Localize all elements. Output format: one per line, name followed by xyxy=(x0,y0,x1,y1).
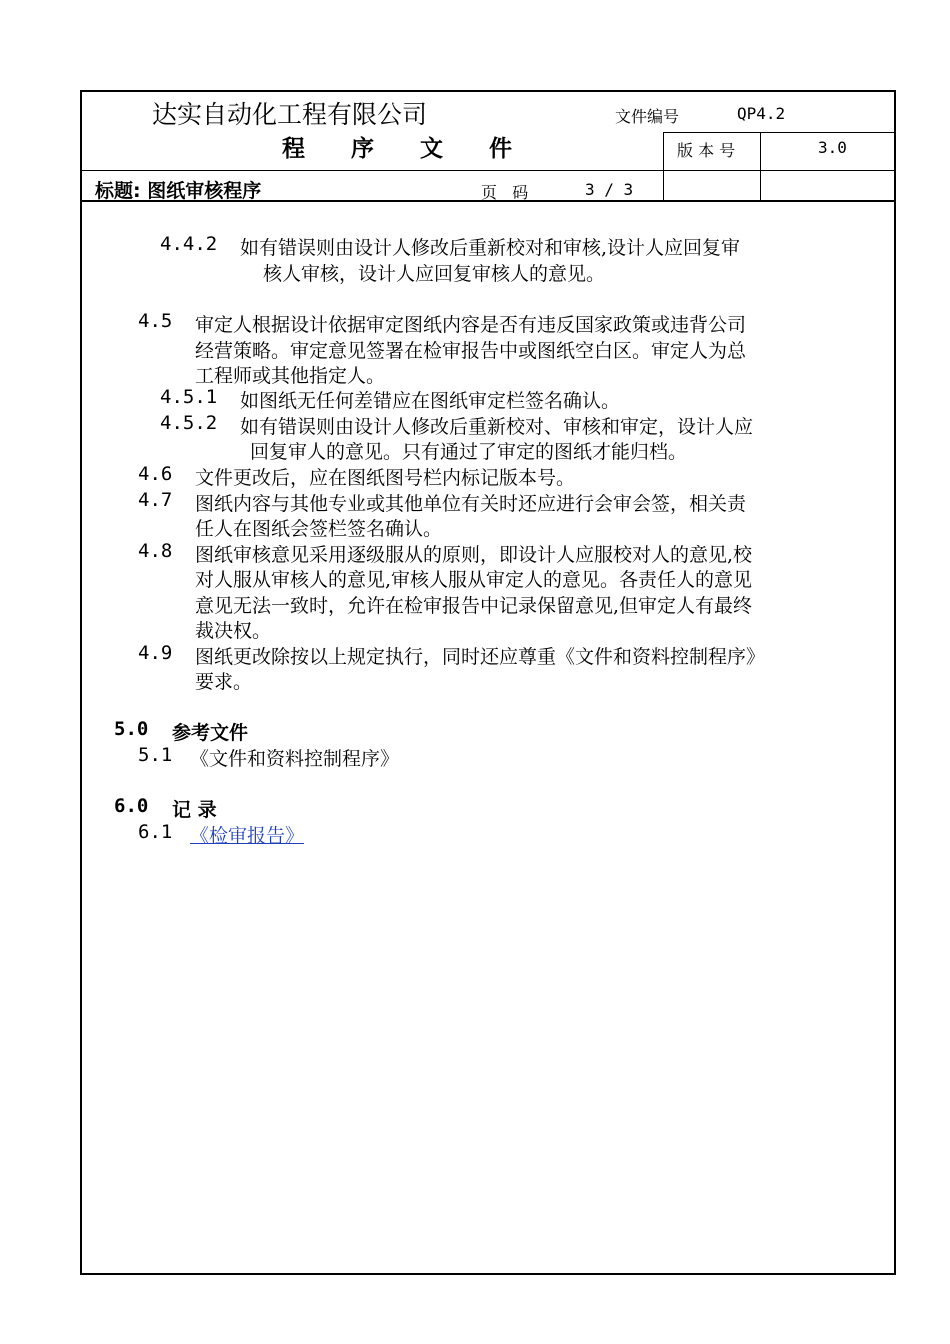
clause-number: 4.9 xyxy=(138,642,173,664)
company-name: 达实自动化工程有限公司 xyxy=(152,100,428,129)
clause-number: 4.7 xyxy=(138,489,173,511)
clause-line: 如有错误则由设计人修改后重新校对和审核,设计人应回复审 xyxy=(240,237,741,259)
record-link[interactable]: 《检审报告》 xyxy=(190,825,305,847)
clause-line: 工程师或其他指定人。 xyxy=(195,365,386,387)
clause-line: 文件更改后，应在图纸图号栏内标记版本号。 xyxy=(195,467,576,489)
doc-number-value: QP4.2 xyxy=(737,104,786,123)
clause-number: 4.6 xyxy=(138,463,173,485)
clause-number: 4.5.2 xyxy=(160,412,218,434)
record-number: 6.1 xyxy=(138,821,173,843)
doc-number-label: 文件编号 xyxy=(615,107,680,126)
reference-number: 5.1 xyxy=(138,744,173,766)
header-col-divider-2 xyxy=(760,132,761,201)
page-label: 页 码 xyxy=(481,183,529,202)
clause-number: 4.5.1 xyxy=(160,386,218,408)
document-type: 程 序 文 件 xyxy=(282,135,532,162)
version-label: 版 本 号 xyxy=(677,141,736,160)
clause-line: 图纸内容与其他专业或其他单位有关时还应进行会审会签，相关责 xyxy=(195,493,747,515)
header-row-divider-right xyxy=(663,132,896,133)
clause-number: 4.4.2 xyxy=(160,233,218,255)
clause-line: 回复审人的意见。只有通过了审定的图纸才能归档。 xyxy=(250,441,688,463)
section-title: 记 录 xyxy=(172,799,217,821)
section-number: 6.0 xyxy=(114,795,149,817)
version-value: 3.0 xyxy=(818,138,847,157)
clause-number: 4.8 xyxy=(138,540,173,562)
clause-number: 4.5 xyxy=(138,310,173,332)
clause-line: 对人服从审核人的意见,审核人服从审定人的意见。各责任人的意见 xyxy=(195,569,753,591)
section-title: 参考文件 xyxy=(172,722,249,744)
clause-line: 审定人根据设计依据审定图纸内容是否有违反国家政策或违背公司 xyxy=(195,314,747,336)
clause-line: 要求。 xyxy=(195,671,253,693)
clause-line: 经营策略。审定意见签署在检审报告中或图纸空白区。审定人为总 xyxy=(195,340,747,362)
header-row-divider-right-2 xyxy=(663,170,896,171)
reference-document: 《文件和资料控制程序》 xyxy=(190,748,400,770)
header-row-divider xyxy=(80,170,663,171)
clause-line: 核人审核，设计人应回复审核人的意见。 xyxy=(263,263,606,285)
document-title: 标题: 图纸审核程序 xyxy=(95,180,262,202)
clause-line: 图纸审核意见采用逐级服从的原则，即设计人应服校对人的意见,校 xyxy=(195,544,753,566)
clause-line: 任人在图纸会签栏签名确认。 xyxy=(195,518,443,540)
clause-line: 图纸更改除按以上规定执行，同时还应尊重《文件和资料控制程序》 xyxy=(195,646,766,668)
page-value: 3 / 3 xyxy=(585,180,634,199)
section-number: 5.0 xyxy=(114,718,149,740)
header-col-divider xyxy=(663,132,664,201)
clause-line: 意见无法一致时，允许在检审报告中记录保留意见,但审定人有最终 xyxy=(195,595,753,617)
clause-line: 如图纸无任何差错应在图纸审定栏签名确认。 xyxy=(240,390,621,412)
clause-line: 裁决权。 xyxy=(195,620,272,642)
clause-line: 如有错误则由设计人修改后重新校对、审核和审定，设计人应 xyxy=(240,416,754,438)
